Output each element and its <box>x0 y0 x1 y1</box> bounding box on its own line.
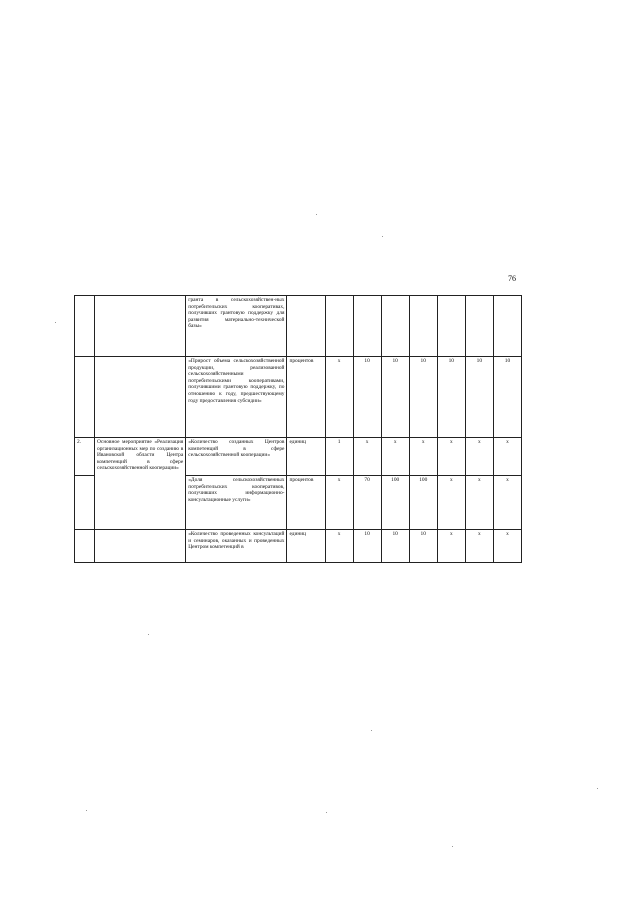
table-row <box>75 530 522 563</box>
value-cell: 70 <box>353 476 381 530</box>
indicator-cell: гранта в сельскохозяйствен-ных потребительских кооперативах, получивших грантовую поддержку для развития материально-технической базы» <box>186 296 287 357</box>
indicator-cell: «Прирост объема сельскохозяйственной продукции, реализованной сельскохозяйственными потребительскими кооперативами, получившими грантовую поддержку, по отношению к году, предшествующему году предоставления субсидии» <box>186 357 287 438</box>
value-cell: 10 <box>465 357 493 438</box>
value-cell <box>465 296 493 357</box>
value-cell: 100 <box>409 476 437 530</box>
value-cell: x <box>325 476 353 530</box>
unit-cell: единиц <box>287 530 325 563</box>
scan-speck <box>55 322 56 323</box>
event-cell: Основное мероприятие «Реализация организационных мер по созданию в Ивановской области Центра компетенций в сфере сельскохозяйственной кооперации» <box>95 438 186 530</box>
value-cell: x <box>437 530 465 563</box>
value-cell: 1 <box>325 438 353 476</box>
value-cell: 10 <box>353 357 381 438</box>
scan-speck <box>326 812 327 813</box>
value-cell <box>493 296 521 357</box>
event-cell <box>95 296 186 357</box>
scan-speck <box>382 236 383 237</box>
row-number-cell <box>75 530 95 563</box>
page-number: 76 <box>508 274 516 283</box>
unit-cell <box>287 296 325 357</box>
value-cell: 10 <box>493 357 521 438</box>
table-row <box>75 357 522 438</box>
scan-speck <box>452 846 453 847</box>
value-cell: x <box>493 530 521 563</box>
indicator-cell: «Количество созданных Центров компетенций в сфере сельскохозяйственной кооперации» <box>186 438 287 476</box>
unit-cell: процентов <box>287 357 325 438</box>
value-cell: x <box>437 438 465 476</box>
value-cell: 10 <box>353 530 381 563</box>
value-cell: x <box>493 476 521 530</box>
unit-cell: процентов <box>287 476 325 530</box>
value-cell: x <box>437 476 465 530</box>
value-cell <box>325 296 353 357</box>
row-number-cell <box>75 476 95 530</box>
value-cell <box>437 296 465 357</box>
indicator-cell: «Количество проведенных консультаций и семинаров, оказанных и проведенных Центром компетенций в <box>186 530 287 563</box>
value-cell <box>381 296 409 357</box>
unit-cell: единиц <box>287 438 325 476</box>
value-cell <box>409 296 437 357</box>
event-cell <box>95 357 186 438</box>
value-cell: x <box>465 438 493 476</box>
value-cell: 100 <box>381 476 409 530</box>
value-cell: x <box>409 438 437 476</box>
value-cell: 10 <box>381 530 409 563</box>
value-cell: 10 <box>409 357 437 438</box>
row-number-cell: 2. <box>75 438 95 476</box>
row-number-cell <box>75 296 95 357</box>
scan-speck <box>597 788 598 789</box>
indicator-cell: «Доля сельскохозяйственных потребительских кооперативов, получивших информационно-консультационные услуги» <box>186 476 287 530</box>
value-cell: 10 <box>381 357 409 438</box>
value-cell: x <box>353 438 381 476</box>
value-cell: 10 <box>437 357 465 438</box>
value-cell: x <box>493 438 521 476</box>
row-number-cell <box>75 357 95 438</box>
scan-speck <box>148 634 149 635</box>
value-cell: 10 <box>409 530 437 563</box>
scan-speck <box>371 730 372 731</box>
scan-speck <box>316 214 317 215</box>
value-cell: x <box>325 357 353 438</box>
value-cell: x <box>465 476 493 530</box>
table-row <box>75 438 522 476</box>
table-row <box>75 296 522 357</box>
value-cell: x <box>325 530 353 563</box>
indicators-table <box>74 295 522 563</box>
scan-speck <box>86 810 87 811</box>
value-cell <box>353 296 381 357</box>
value-cell: x <box>465 530 493 563</box>
value-cell: x <box>381 438 409 476</box>
event-cell <box>95 530 186 563</box>
